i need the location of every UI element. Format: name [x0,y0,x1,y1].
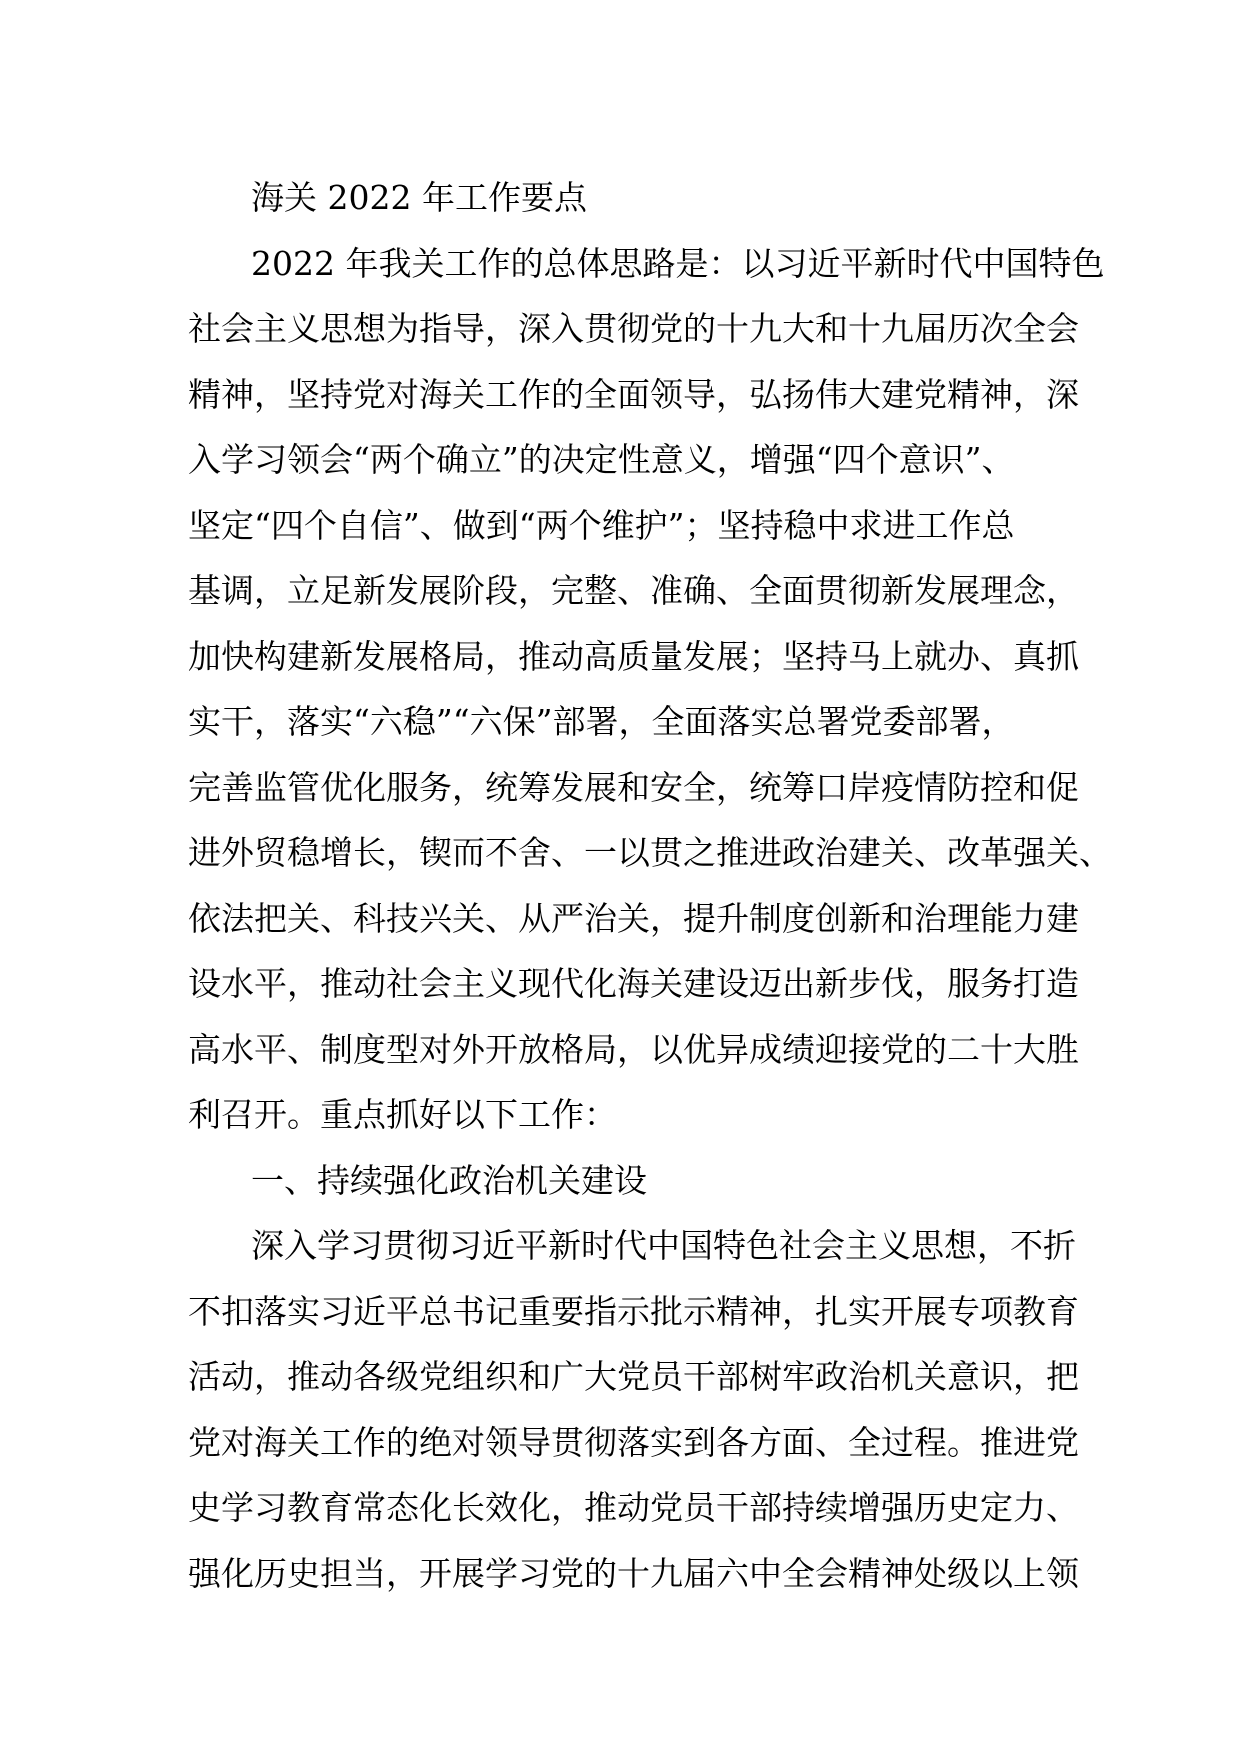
text-line: 精神，坚持党对海关工作的全面领导，弘扬伟大建党精神，深 [188,374,1079,414]
text-line: 史学习教育常态化长效化，推动党员干部持续增强历史定力、 [188,1488,1079,1527]
text-line: 高水平、制度型对外开放格局，以优异成绩迎接党的二十大胜 [188,1029,1079,1069]
text-line: 入学习领会“两个确立”的决定性意义，增强“四个意识”、 [188,440,1015,479]
text-line: 一、持续强化政治机关建设 [251,1160,647,1200]
text-line: 活动，推动各级党组织和广大党员干部树牢政治机关意识，把 [188,1357,1079,1396]
text-line: 依法把关、科技兴关、从严治关，提升制度创新和治理能力建 [188,898,1079,938]
text-line: 基调，立足新发展阶段，完整、准确、全面贯彻新发展理念， [188,571,1079,610]
text-line: 设水平，推动社会主义现代化海关建设迈出新步伐，服务打造 [188,964,1079,1003]
text-line: 利召开。重点抓好以下工作： [188,1095,617,1134]
text-line: 进外贸稳增长，锲而不舍、一以贯之推进政治建关、改革强关、 [188,833,1112,872]
text-line: 坚定“四个自信”、做到“两个维护”；坚持稳中求进工作总 [188,505,1015,545]
text-line: 加快构建新发展格局，推动高质量发展；坚持马上就办、真抓 [188,636,1079,676]
text-line: 强化历史担当，开展学习党的十九届六中全会精神处级以上领 [188,1553,1079,1593]
text-line: 党对海关工作的绝对领导贯彻落实到各方面、全过程。推进党 [188,1422,1079,1462]
text-line: 完善监管优化服务，统筹发展和安全，统筹口岸疫情防控和促 [188,767,1079,807]
document-body [188,165,1112,1606]
text-line: 不扣落实习近平总书记重要指示批示精神，扎实开展专项教育 [188,1291,1079,1331]
document-title: 海关 2022 年工作要点 [251,178,587,217]
text-line: 2022 年我关工作的总体思路是：以习近平新时代中国特色 [251,243,1105,283]
text-line: 实干，落实“六稳”“六保”部署，全面落实总署党委部署， [188,702,1015,741]
text-line: 社会主义思想为指导，深入贯彻党的十九大和十九届历次全会 [188,309,1079,348]
text-line: 深入学习贯彻习近平新时代中国特色社会主义思想，不折 [251,1226,1076,1265]
